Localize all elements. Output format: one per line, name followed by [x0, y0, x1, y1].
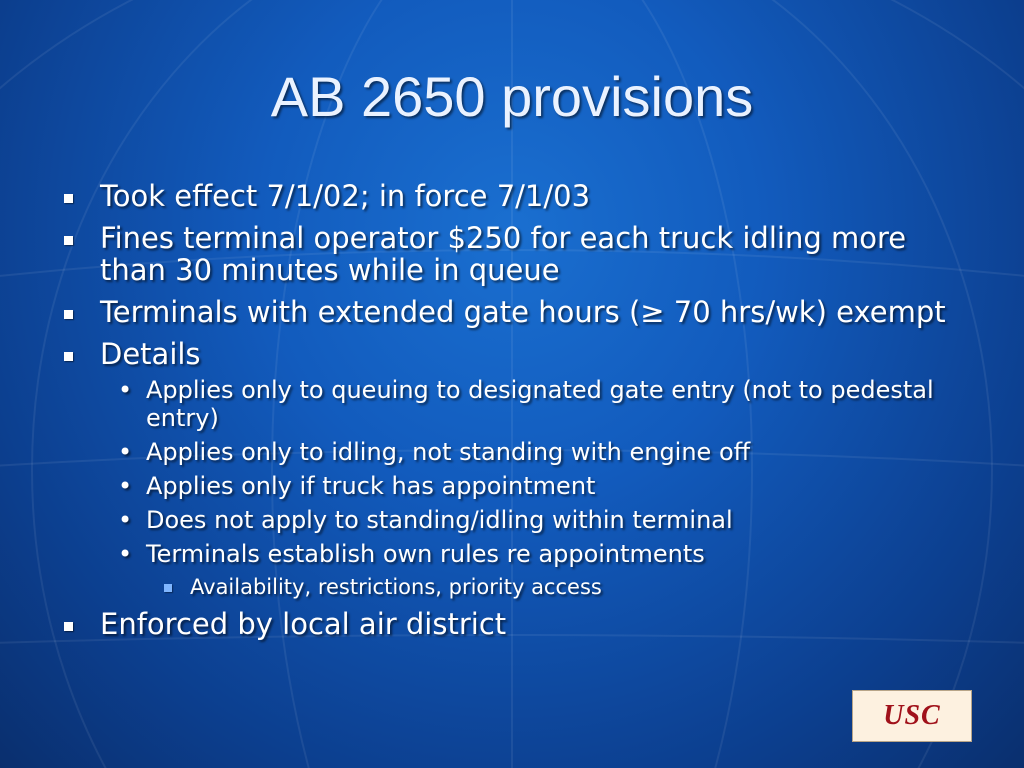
bullet-item [62, 222, 972, 286]
bullet-item [62, 338, 972, 370]
dot-bullet-icon: • [118, 472, 133, 500]
sub-sub-bullet-item [62, 574, 972, 600]
slide-title: AB 2650 provisions [270, 65, 754, 128]
sub-sub-bullet-text: Availability, restrictions, priority access [190, 575, 602, 599]
sub-bullet-item [62, 438, 972, 466]
square-bullet-icon [64, 352, 73, 361]
sub-bullet-text: Applies only to idling, not standing with engine off [146, 438, 751, 466]
dot-bullet-icon: • [118, 438, 133, 466]
bullet-text: Terminals with extended gate hours (≥ 70 hrs/wk) exempt [100, 295, 946, 329]
usc-logo [852, 690, 972, 742]
small-square-bullet-icon [164, 584, 172, 592]
bullet-text: Details [100, 337, 201, 371]
dot-bullet-icon: • [118, 540, 133, 568]
square-bullet-icon [64, 310, 73, 319]
bullet-text: Took effect 7/1/02; in force 7/1/03 [100, 179, 591, 213]
sub-bullet-text: Terminals establish own rules re appointments [146, 540, 705, 568]
square-bullet-icon [64, 622, 73, 631]
bullet-item [62, 180, 972, 212]
sub-bullet-text: Applies only if truck has appointment [146, 472, 596, 500]
bullet-text: Enforced by local air district [100, 607, 507, 641]
logo-text: USC [883, 700, 941, 731]
sub-bullet-item [62, 376, 972, 432]
bullet-text: Fines terminal operator $250 for each truck idling more than 30 minutes while in queue [100, 221, 907, 287]
dot-bullet-icon: • [118, 376, 133, 404]
dot-bullet-icon: • [118, 506, 133, 534]
sub-bullet-text: Applies only to queuing to designated gate entry (not to pedestal entry) [146, 376, 934, 432]
bullet-list [62, 180, 972, 650]
bullet-item [62, 296, 972, 328]
square-bullet-icon [64, 236, 73, 245]
sub-bullet-text: Does not apply to standing/idling within terminal [146, 506, 733, 534]
sub-bullet-item [62, 506, 972, 534]
sub-bullet-item [62, 472, 972, 500]
sub-bullet-item [62, 540, 972, 568]
square-bullet-icon [64, 194, 73, 203]
bullet-item [62, 608, 972, 640]
